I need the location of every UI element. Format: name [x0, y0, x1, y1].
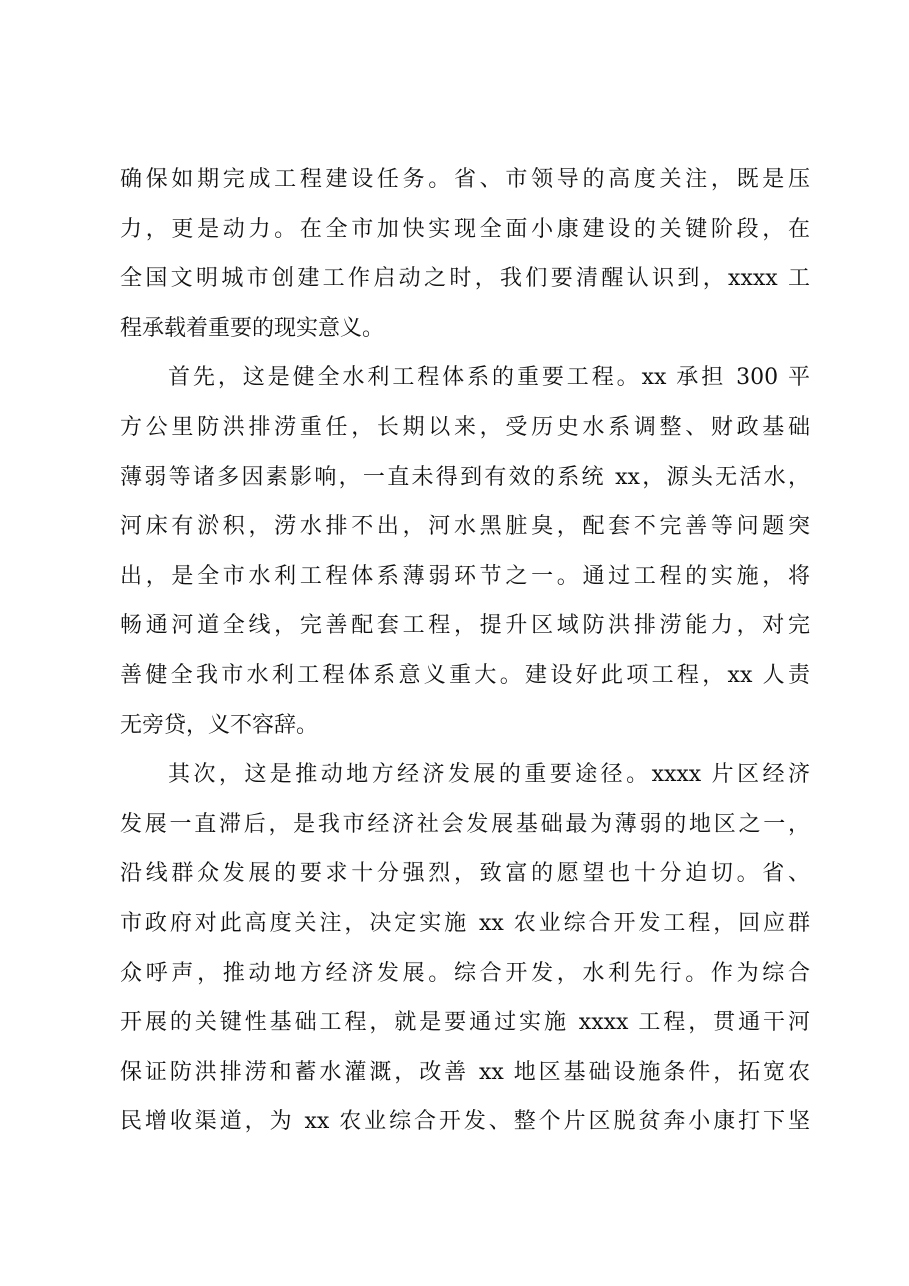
text-line: 力，更是动力。在全市加快实现全面小康建设的关键阶段，在: [120, 216, 810, 242]
text-line: 发展一直滞后，是我市经济社会发展基础最为薄弱的地区之一，: [120, 811, 810, 837]
text-line: 畅通河道全线，完善配套工程，提升区域防洪排涝能力，对完: [120, 613, 810, 639]
text-line: 出，是全市水利工程体系薄弱环节之一。通过工程的实施，将: [120, 563, 810, 589]
text-line: 程承载着重要的现实意义。: [120, 315, 385, 341]
text-line: 民增收渠道，为 xx 农业综合开发、整个片区脱贫奔小康打下坚: [120, 1109, 810, 1135]
text-line: 保证防洪排涝和蓄水灌溉，改善 xx 地区基础设施条件，拓宽农: [120, 1059, 810, 1085]
text-line: 无旁贷，义不容辞。: [120, 712, 319, 738]
text-line: 确保如期完成工程建设任务。省、市领导的高度关注，既是压: [120, 167, 810, 192]
text-line: 薄弱等诸多因素影响，一直未得到有效的系统 xx，源头无活水，: [120, 464, 810, 490]
text-line: 市政府对此高度关注，决定实施 xx 农业综合开发工程，回应群: [120, 910, 810, 936]
text-line: 方公里防洪排涝重任，长期以来，受历史水系调整、财政基础: [120, 414, 810, 440]
paragraph-first-line: 首先，这是健全水利工程体系的重要工程。xx 承担 300 平: [168, 365, 810, 391]
text-line: 开展的关键性基础工程，就是要通过实施 xxxx 工程，贯通干河: [120, 1010, 810, 1036]
text-line: 善健全我市水利工程体系意义重大。建设好此项工程，xx 人责: [120, 662, 810, 688]
text-line: 河床有淤积，涝水排不出，河水黑脏臭，配套不完善等问题突: [120, 514, 810, 540]
paragraph-first-line: 其次，这是推动地方经济发展的重要途径。xxxx 片区经济: [168, 762, 810, 788]
document-body: [120, 155, 810, 1147]
text-line: 众呼声，推动地方经济发展。综合开发，水利先行。作为综合: [120, 960, 810, 986]
text-line: 全国文明城市创建工作启动之时，我们要清醒认识到，xxxx 工: [120, 266, 810, 292]
text-line: 沿线群众发展的要求十分强烈，致富的愿望也十分迫切。省、: [120, 861, 810, 887]
